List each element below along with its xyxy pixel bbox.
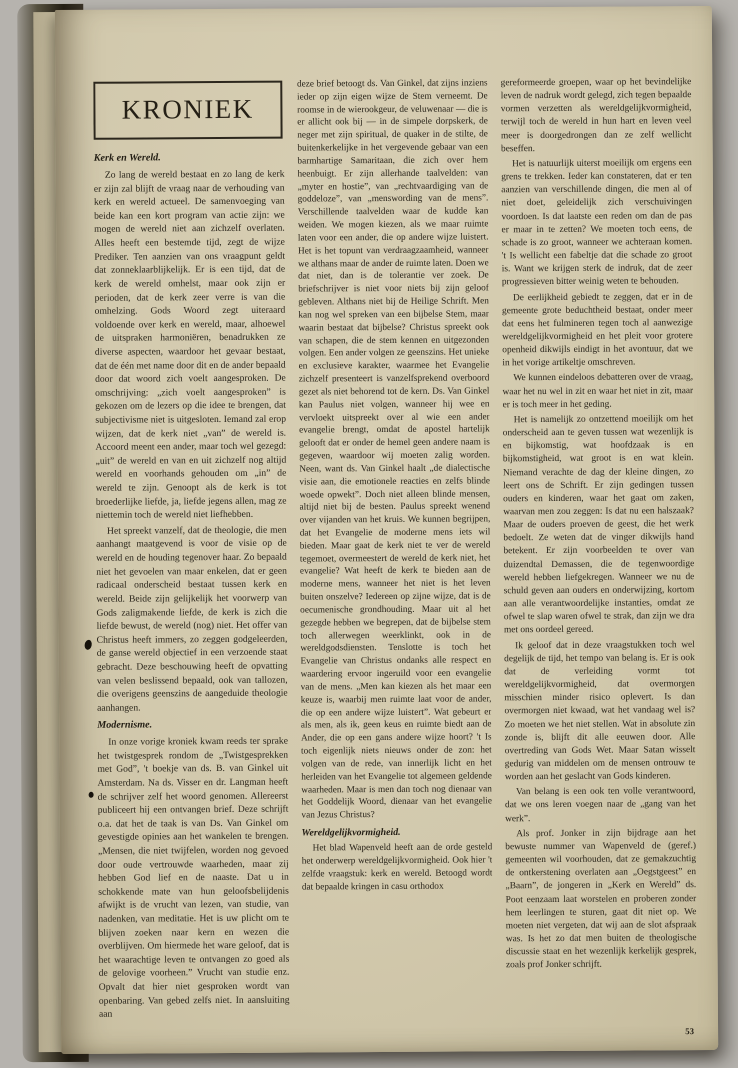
ink-blot-icon: [89, 792, 94, 798]
section-heading: Modernisme.: [97, 719, 153, 732]
paragraph: deze brief betoogt ds. Van Ginkel, dat zijns inziens ieder op zijn eigen wijze de Stem verneemt. De roomse in de wierookgeur, de veluwenaar — die is er allicht ook bij — in de simpele dorpskerk, de neger met zijn spiritual, de quaker in de stilte, de buitenkerkelijke in het vergevende gebaar van een barmhartige Samaritaan, die zich over hem heenbuigt. Er zijn allerhande taalvelden: van „myter en hostie”, van „rechtvaardiging van de goddeloze”, van „menswording van de mens”. Verschillende taalvelden waar de kudde kan weiden. We mogen kiezen, als we maar ruimte laten voor een ander, die op andere wijze luistert. Het is het topunt van verdraagzaamheid, wanneer we althans maar de ander de ruimte laten. Doen we dat niet, dan is de tolerantie ver zoek. De briefschrijver is niet voor niets bij zijn geloof gebleven. Althans niet bij de Heilige Schrift. Men kan nog wel spreken van een bijbelse Stem, maar waarin bestaat dat bijbelse? Christus spreekt ook van schapen, die de stem kennen en uitgezonden volgen. Een ander volgen ze geenszins. Het unieke en exclusieve karakter, waarmee het Evangelie zichzelf presenteert is vanzelfsprekend overboord gezet als niet behorend tot de kern. Ds. Van Ginkel kan Paulus niet volgen, wanneer hij wee en vervloekt uitspreekt over al wie een ander evangelie brengt, omdat de apostel hartelijk gelooft dat er onder de hemel geen andere naam is gegeven, waardoor wij moeten zalig worden. Neen, want ds. Van Ginkel haalt „de dialectische visie aan, die emotionele reacties en zelfs blinde woede opwekt”. Doch niet alleen blinde mensen, altijd niet bij de besten. Paulus spreekt wenend over vijanden van het kruis. We kunnen begrijpen, dat het Evangelie de moderne mens iets wil bieden. Maar gaat de kerk niet te ver de wereld tegemoet, overmeestert de wereld de kerk niet, het evangelie? Wat heeft de kerk te bieden aan de moderne mens, wanneer het niet is het leven buiten onszelve? Iedereen op zijne wijze, dat is de oecumenische grondhouding. Maar uit al het gezegde hebben we begrepen, dat de bijbelse stem toch allerwegen weerklinkt, ook in de wereldgodsdiensten. Tenslotte is toch het Evangelie van Christus ondanks alle respect en waardering ervoor ingeruild voor een evangelie van de mens. „Men kan kiezen als het maar een keuze is, waarbij men ruimte laat voor de ander, die op een andere wijze luistert”. Wat gebeurt er als men, als ik, geen keus en ruimte biedt aan de Ander, die op een gans andere wijze hoort? 't Is toch eigenlijk niets nieuws onder de zon: het volgen van de rede, van innerlijk licht en het herleiden van het Evangelie tot algemeen geldende waarheden. Maar is men dan toch nog dienaar van het Goddelijk Woord, dienaar van het evangelie van Jezus Christus?: [296, 78, 493, 821]
paragraph: Zo lang de wereld bestaat en zo lang de kerk er zijn zal blijft de vraag naar de verhouding van kerk en wereld actueel. De samenvoeging van beide kan een kort program van actie zijn: we mogen de wereld niet aan zichzelf overlaten. Alles heeft een bestemde tijd, zegt de wijze Prediker. Ten aanzien van ons vraagpunt geldt dat zonneklaarblijkelijk. Er is een tijd, dat de kerk de wereld omhelst, maar ook zijn er perioden, dat de kerk zeer verre is van die omhelzing. Gods Woord zegt uiteraard voldoende over kerk en wereld, maar, alhoewel de uitspraken harmoniëren, benadrukken ze diverse aspecten, waardoor het gevaar bestaat, dat de één met name door dit en de ander bepaald door dat woord zich voelt aangesproken. De omschrijving: „zich voelt aangesproken” is gekozen om de lezers op die idee te brengen, dat subjectivisme niet is uitgesloten. Iemand zal erop wijzen, dat de kerk niet „van” de wereld is. Accoord meent een ander, maar toch wel gezegd: „uit” de wereld en van en uit zichzelf nog altijd wereld en voorhands gehouden om „in” de wereld te zijn. Genoopt als de kerk is tot broederlijke liefde, ja, liefde jegens allen, mag ze niettemin toch de wereld niet liefhebben.: [93, 168, 287, 522]
ink-blot-icon: [84, 639, 93, 650]
paragraph: We kunnen eindeloos debatteren over de vraag, waar het nu wel in zit en waar het niet in zit, maar er is toch meer in het geding.: [502, 372, 694, 411]
section-heading: Kerk en Wereld.: [93, 152, 161, 165]
paragraph: Als prof. Jonker in zijn bijdrage aan het bewuste nummer van Wapenveld de (geref.) gemeenten wil voorhouden, dat ze gemakzuchtig de ontkerstening overlaten aan „Oegstgeest” en „Baarn”, de jongeren in „Kerk en Wereld” ds. Poot eenzaam laat worstelen en proberen zonder hem leerlingen te sturen, gaat dit niet op. We moeten niet vergeten, dat wij aan de slot afspraak was. Is het zo dat men buiten de theologische discussie staat en het wezenlijk kerkelijk gesprek, zoals prof Jonker schrijft.: [505, 827, 697, 971]
paragraph: gereformeerde groepen, waar op het bevindelijke leven de nadruk wordt gelegd, zich tegen bepaalde vormen verzetten als wereldgelijkvormigheid, terwijl toch de wereld in hun hart en leven veel meer is doorgedrongen dan ze zelf wellicht beseffen.: [500, 77, 692, 155]
article-column-3: [501, 76, 697, 1021]
article-title: KRONIEK: [121, 93, 254, 125]
paragraph: De eerlijkheid gebiedt te zeggen, dat er in de gemeente grote beduchtheid bestaat, onder meer dat eens het fulmineren tegen toch al aanwezige wereldgelijkvormigheid en het pleit voor grotere openheid dikwijls eindigt in het avontuur, dat we in het vorige artikeltje omschreven.: [501, 291, 693, 369]
paragraph: Het is natuurlijk uiterst moeilijk om ergens een grens te trekken. Ieder kan constateren, dat er ten aanzien van verschillende dingen, die men al of niet doet, geleidelijk zich verschuivingen voordoen. Is dat laatste een reden om dan de pas er maar in te zetten? We moeten toch eens, de schade is zo groot, wanneer we achteraan komen. 't Is wellicht een fabeltje dat die schade zo groot is. Want we krijgen sterk de indruk, dat de zeer progressieven bitter weinig weten te behouden.: [501, 158, 693, 288]
article-columns: [93, 76, 697, 1024]
paragraph: Van belang is een ook ten volle verantwoord, dat we ons leren voegen naar de „gang van het werk”.: [504, 786, 696, 824]
page-number: 53: [685, 1026, 695, 1037]
article-column-1: [93, 79, 289, 1024]
paragraph: Het is namelijk zo ontzettend moeilijk om het onderscheid aan te geven tussen wat wezenlijk is en bijkomstig, wat hoofdzaak is en bijkomstigheid, wat groot is en wat klein. Niemand verachte de dag der kleine dingen, zo leert ons de Schrift. Er zijn gedingen tussen ouders en kinderen, waar het gaat om zaken, waarvan men zou zeggen: Is dat nu een halszaak? Maar de ouders proeven de geest, die het werk bedoelt. Ze weten dat de vinger dikwijls hand betekent. Er zijn voorbeelden te over van duizendtal Demassen, die de tegenwoordige wereld hebben liefgekregen. Wanneer we nu de schuld geven aan ouders en onderwijzing, kortom aan alle verantwoordelijke instanties, omdat ze ofwel te slap waren ofwel te strak, dan zijn we dra met ons oordeel gereed.: [502, 414, 695, 636]
section-heading: Wereldgelijkvormigheid.: [301, 826, 401, 839]
article-content: [93, 76, 697, 1024]
article-title-box: [93, 81, 282, 140]
paragraph: Het spreekt vanzelf, dat de theologie, die men aanhangt maatgevend is voor de visie op de wereld en de houding tegenover haar. Zo bepaald niet het gevoelen van maar enkelen, dat er geen radicaal onderscheid bestaat tussen kerk en wereld. Beide zijn gelijkelijk het voorwerp van Gods zaligmakende liefde, de kerk is zich die liefde bewust, de wereld (nog) niet. Het offer van Christus heeft immers, zo zeggen godgeleerden, de ganse wereld objectief in een verzoende staat gebracht. Deze beschouwing heeft de opvatting van velen beslissend bepaald, ook van tallozen, die overigens geenszins de aangeduide theologie aanhangen.: [96, 524, 288, 714]
article-column-2: [297, 77, 493, 1022]
paragraph: Het blad Wapenveld heeft aan de orde gesteld het onderwerp wereldgelijkvormigheid. Ook hier 't zelfde vraagstuk: kerk en wereld. Betoogd wordt dat bepaalde kringen in casu orthodox: [301, 842, 493, 893]
paragraph: In onze vorige kroniek kwam reeds ter sprake het twistgesprek rondom de „Twistgesprekken met God”, 't boekje van ds. B. van Ginkel uit Amsterdam. Na ds. Visser en dr. Langman heeft de schrijver zelf het woord genomen. Allereerst publiceert hij een ontvangen brief. Deze schrijft o.a. dat het de taak is van Ds. Van Ginkel om gevestigde opinies aan het wankelen te brengen. „Mensen, die niet twijfelen, worden nog gevoed door oude vertrouwde waarheden, maar zij hebben God lief en de naaste. Dat u in schokkende mate van hun geloofsbelijdenis afwijkt is de vrucht van lezen, van studie, van nadenken, van meditatie. Het is uw plicht om te blijven zoeken naar kern en wezen die overblijven. Om hiermede het ware geloof, dat is het waarachtige leven te ontvangen zo goed als de gelovige voorheen.” Vrucht van studie enz. Opvalt dat hier niet gesproken wordt van openbaring. Van gebed zelfs niet. In aansluiting aan: [97, 735, 290, 1021]
paragraph: Ik geloof dat in deze vraagstukken toch wel degelijk de tijd, het tempo van belang is. Er is ook dat de verleiding vormt tot wereldgelijkvormigheid, dat overmorgen misschien minder risico oplevert. Is dan overmorgen niet kwaad, wat het vandaag wel is? Zo moeten we het niet stellen. Wat in absolute zin zonde is, blijft dit alle eeuwen door. Alle overtreding van Gods Wet. Maar Satan wisselt gedurig van middelen om de mensen ontrouw te worden aan het geslacht van Gods kinderen.: [504, 639, 696, 783]
magazine-page: [55, 6, 718, 1054]
